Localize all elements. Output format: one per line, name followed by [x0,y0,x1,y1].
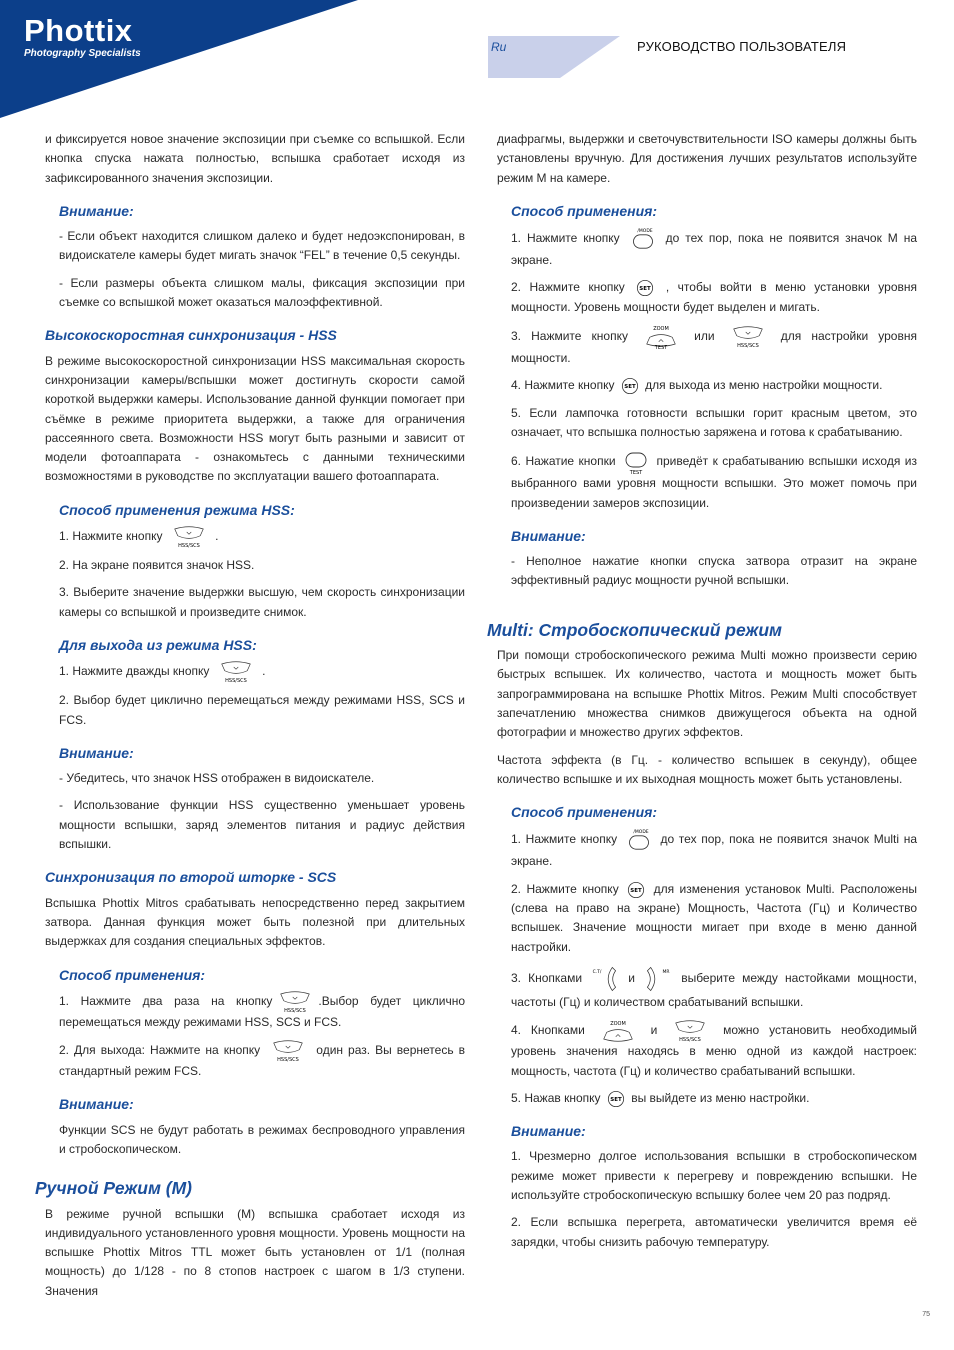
manual-mode-heading: Ручной Режим (M) [35,1178,192,1199]
svg-text:SET: SET [639,286,652,293]
language-code: Ru [491,40,507,54]
attention-3-item-1: Функции SCS не будут работать в режимах беспроводного управления и стробоскопическом. [59,1122,465,1156]
hss-step-2: 2. На экране появится значок HSS. [59,558,255,573]
multi-heading: Multi: Стробоскопический режим [487,619,782,640]
scs-usage-heading: Способ применения: [59,966,206,983]
manual-step-4: 4. Нажмите кнопку SET для выхода из меню настройки мощности. [497,376,917,395]
document-title: РУКОВОДСТВО ПОЛЬЗОВАТЕЛЯ [637,39,847,54]
attention-heading-5: Внимание: [511,1123,586,1140]
right-column [487,130,918,1260]
set-button-icon [627,881,645,899]
hss-paragraph: В режиме высокоскоростной синхронизации HSS максимальная скорость синхронизации камеры/вспышки может достигнуть скорости самой короткой выдержки камеры. Использование данной функции помогает при съёмке в режиме приоритета выдержки, а также для ограничения рассеянного света. Возможности HSS могут быть разными и зависит от модели фотоаппарата - ознакомьтесь с данными техническими возможностями в руководстве по эксплуатации вашего фотоаппарата. [45,353,465,484]
attention-5-item-1: 1. Чрезмерно долгое использования вспышки в стробоскопическом режиме может привести к перегреву и повреждению вспышки. Не используйте стробоскопическую вспышку более чем 20 раз подряд. [511,1149,917,1202]
svg-text:SET: SET [624,384,636,391]
hss-scs-button-icon [268,1040,308,1062]
svg-text:HSS/SCS: HSS/SCS [736,343,759,349]
manual-usage-heading: Способ применения: [511,202,658,219]
intro-paragraph: и фиксируется новое значение экспозиции при съемке со вспышкой. Если кнопка спуска нажата полностью, вспышка сработает исходя из зафиксированного значения экспозиции. [45,132,465,185]
hss-exit-step-2: 2. Выбор будет циклично перемещаться между режимами HSS, SCS и FCS. [59,693,465,727]
svg-text:SET: SET [610,1096,622,1103]
hss-scs-button-icon [670,1020,710,1042]
scs-step-1: 1. Нажмите два раза на кнопку HSS/SCS .Выбор будет циклично перемещаться между режимами HSS, SCS и FCS. [45,991,465,1032]
attention-heading-4: Внимание: [511,527,586,544]
header-band [0,0,954,120]
zoom-button-icon [598,1020,638,1042]
attention-5-item-2: 2. Если вспышка перегрета, автоматически увеличится время её зарядки, чтобы снизить рабочую температуру. [511,1215,917,1249]
svg-text:HSS/SCS: HSS/SCS [177,543,200,549]
hss-heading: Высокоскоростная синхронизация - HSS [45,327,337,344]
multi-step-3: 3. Кнопками C.T/ и MR выберите между настойками мощности, частоты (Гц) и количеством срабатываний вспышки. [497,965,917,1012]
svg-text:C.T/: C.T/ [592,969,602,975]
multi-usage-heading: Способ применения: [511,804,658,821]
svg-text:HSS/SCS: HSS/SCS [277,1057,300,1063]
hss-exit-step-1: 1. Нажмите дважды кнопку HSS/SCS . [45,661,465,683]
svg-text:TEST: TEST [654,345,668,350]
right-button-icon [645,965,671,993]
svg-text:ZOOM: ZOOM [609,1021,626,1028]
attention-heading-2: Внимание: [59,744,134,761]
attention-2-item-1: - Убедитесь, что значок HSS отображен в видоискателе. [59,771,375,786]
multi-step-2: 2. Нажмите кнопку SET для изменения установок Multi. Расположены (слева на право на экране) Мощность, Частота (Гц) и Количество вспышек. Значение мощности мигает при входе в меню данной настройки. [511,881,917,954]
attention-4-item-1: - Неполное нажатие кнопки спуска затвора отразит на экране эффективный радиус мощности ручной вспышки. [511,554,917,588]
language-tab [488,36,620,78]
brand-name: Phottix [24,13,133,48]
attention-heading-3: Внимание: [59,1096,134,1113]
set-button-icon [607,1090,625,1108]
hss-scs-button-icon [728,326,768,348]
hss-step-1: 1. Нажмите кнопку HSS/SCS . [45,526,465,548]
multi-step-1: 1. Нажмите кнопку /MODE до тех пор, пока не появится значок Multi на экране. [511,830,918,869]
scs-paragraph: Вспышка Phottix Mitros срабатывать непосредственно перед закрытием затвора. Данная функция может быть полезной при длительных выдержках для создания специальных эффектов. [45,895,465,949]
test-button-icon [623,450,649,474]
manual-step-6: 6. Нажатие кнопки TEST приведёт к срабатыванию вспышки исходя из выбранного вами уровня мощности вспышки. Это может помочь при произведении замеров экспозиции. [497,450,917,513]
set-button-icon [621,377,639,395]
page-number: 75 [922,1311,930,1318]
mode-button-icon [625,828,653,852]
svg-text:HSS/SCS: HSS/SCS [224,678,247,684]
attention-1-item-1: - Если объект находится слишком далеко и будет недоэкспонирован, в видоискателе камеры будет мигать значок “FEL” в течение 0,5 секунды. [59,229,465,263]
hss-exit-heading: Для выхода из режима HSS: [59,636,257,653]
attention-2-item-2: - Использование функции HSS существенно уменьшает уровень мощности вспышки, заряд элементов питания и радиус действия вспышки. [59,798,465,852]
mode-button-icon [629,227,657,251]
svg-text:/MODE: /MODE [637,229,653,235]
scs-step-2: 2. Для выхода: Нажмите на кнопку HSS/SCS один раз. Вы вернетесь в стандартный режим FCS. [45,1040,465,1081]
svg-text:MR: MR [662,969,670,975]
attention-1-item-2: - Если размеры объекта слишком малы, фиксация экспозиции при съемке со вспышкой может оказаться малоэффективной. [59,275,465,310]
set-button-icon [636,279,654,297]
scs-heading: Синхронизация по второй шторке - SCS [45,869,337,886]
multi-step-5: 5. Нажав кнопку SET вы выйдете из меню настройки. [497,1089,917,1108]
brand-tagline: Photography Specialists [24,48,141,59]
multi-step-4: 4. Кнопками ZOOM и HSS/SCS можно установить необходимый уровень значения находясь в меню одной из каждой настроек: мощность, частота (Гц) и количество срабатываний вспышки. [511,1021,918,1078]
svg-text:ZOOM: ZOOM [653,326,669,333]
hss-step-3: 3. Выберите значение выдержки высшую, чем скорость синхронизации камеры со вспышкой и произведите снимок. [59,585,465,619]
svg-text:HSS/SCS: HSS/SCS [284,1007,307,1013]
hss-scs-button-icon [216,661,256,683]
left-column [35,130,465,1309]
multi-paragraph-1: При помощи стробоскопического режима Multi можно произвести серию быстрых вспышек. Их количество, частота и мощность может быть запрограммирована на вспышке Phottix Mitros. Режим Multi способствует запечатлению множества снимков движущегося объекта на одной фотографии и множество других эффектов. [497,648,917,740]
svg-text:SET: SET [630,887,642,894]
hss-usage-heading: Способ применения режима HSS: [59,501,295,518]
svg-text:/MODE: /MODE [633,830,649,836]
svg-text:HSS/SCS: HSS/SCS [679,1037,702,1043]
zoom-button-icon [641,325,681,349]
manual-continuation-paragraph: диафрагмы, выдержки и светочувствительности ISO камеры должны быть установлены вручную. Для достижения лучших результатов используйте режим M на камере. [497,132,917,185]
left-button-icon [592,965,618,993]
svg-text:TEST: TEST [629,470,643,475]
attention-heading-1: Внимание: [59,202,134,219]
brand-logo [24,14,141,60]
hss-scs-button-icon [169,526,209,548]
multi-paragraph-2: Частота эффекта (в Гц. - количество вспышек в секунду), общее количество вспышке и их выходная мощность может быть установлены. [497,752,917,786]
hss-scs-button-icon [275,991,315,1013]
manual-step-2: 2. Нажмите кнопку SET , чтобы войти в меню установки уровня мощности. Уровень мощности будет выделен и мигать. [511,280,917,314]
manual-mode-paragraph: В режиме ручной вспышки (M) вспышка сработает исходя из индивидуального установленного уровня мощности. Уровень мощности на вспышке Phottix Mitros TTL может быть установлен от 1/1 (полная мощность) до 1/128 - по 8 стопов настроек с шагом в 1/3 ступени. Значения [45,1206,465,1298]
manual-step-3: 3. Нажмите кнопку ZOOM TEST или HSS/SCS для настройки уровня мощности. [511,326,917,366]
manual-step-1: 1. Нажмите кнопку /MODE до тех пор, пока не появится значок M на экране. [511,229,918,268]
manual-step-5: 5. Если лампочка готовности вспышки горит красным цветом, это означает, что вспышка полностью заряжена и готова к срабатыванию. [511,405,917,439]
